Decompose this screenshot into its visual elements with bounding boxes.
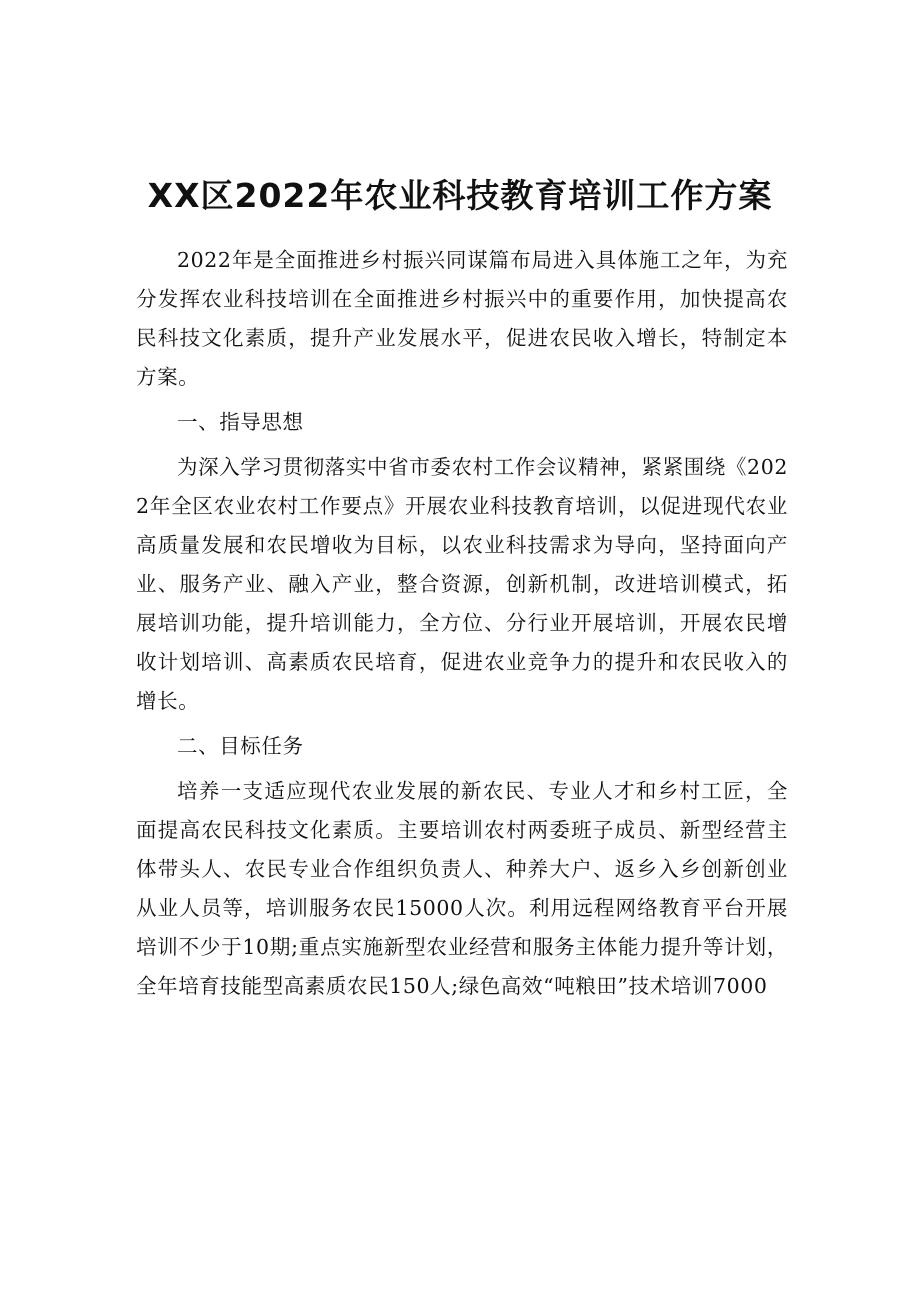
section-heading-objectives: 二、目标任务 [177,734,304,758]
document-title: XX区2022年农业科技教育培训工作方案 [147,176,773,215]
document-body [136,241,788,1006]
section-paragraph-guiding-ideology: 为深入学习贯彻落实中省市委农村工作会议精神，紧紧围绕《2022年全区农业农村工作要点》开展农业科技教育培训，以促进现代农业高质量发展和农民增收为目标，以农业科技需求为导向，坚持面向产业、服务产业、融入产业，整合资源，创新机制，改进培训模式，拓展培训功能，提升培训能力，全方位、分行业开展培训，开展农民增收计划培训、高素质农民培育，促进农业竞争力的提升和农民收入的增长。 [136,455,788,713]
section-heading-guiding-ideology: 一、指导思想 [177,410,304,434]
section-paragraph-objectives: 培养一支适应现代农业发展的新农民、专业人才和乡村工匠，全面提高农民科技文化素质。主要培训农村两委班子成员、新型经营主体带头人、农民专业合作组织负责人、种养大户、返乡入乡创新创业从业人员等，培训服务农民15000人次。利用远程网络教育平台开展培训不少于10期;重点实施新型农业经营和服务主体能力提升等计划，全年培育技能型高素质农民150人;绿色高效“吨粮田”技术培训7000 [136,779,788,998]
intro-paragraph: 2022年是全面推进乡村振兴同谋篇布局进入具体施工之年，为充分发挥农业科技培训在全面推进乡村振兴中的重要作用，加快提高农民科技文化素质，提升产业发展水平，促进农民收入增长，特制定本方案。 [136,248,788,389]
